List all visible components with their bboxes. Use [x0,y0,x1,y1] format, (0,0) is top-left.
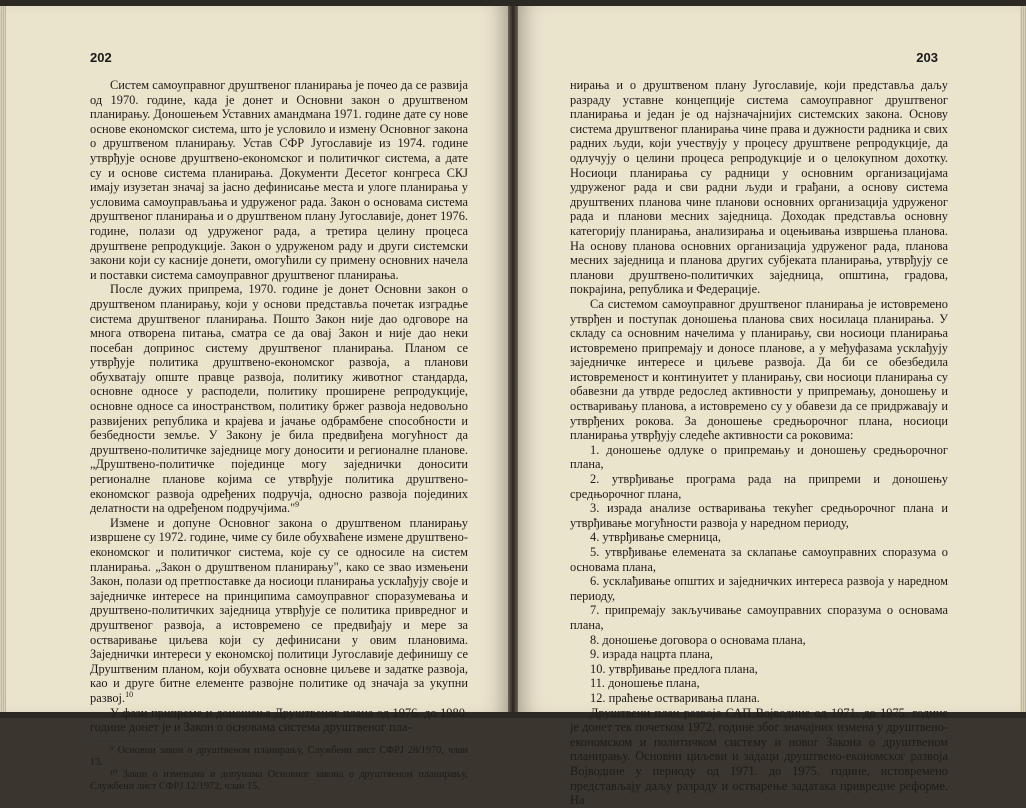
right-page [518,6,1020,808]
paragraph [90,282,468,516]
footnote-divider [90,741,240,742]
paragraph-text: Измене и допуне Основног закона о друштвеном планирању извршене су 1972. године, чиме су биле обухваћене измене друштвено-економског и политичког система, које су се односиле на систем планирања. „Закон о друштвеном планирању", како се звао измењени Закон, полази од претпоставке да носиоци планирања усклађују своје и заједничке интересе на принципима самоуправног споразумевања и друштвено-политичких заједница утврђује се политика привредног и друштвеног развоја, а истовремено се предвиђају и мере за остваривање циљева који су дефинисани у овим плановима. Заједнички интереси у економској политици Југославије дефинишу се Друштвеним планом, који обухвата основне циљеве и задатке развоја, као и друге битне елементе развојне политике од значаја за укупни развој. [90,515,468,705]
list-item: 9. израда нацрта плана, [590,647,714,662]
book-gutter [508,6,518,712]
left-page-text [90,78,468,793]
list-item: 8. доношење договора о основама плана, [590,632,806,647]
list-item: 6. усклађивање општих и заједничких интереса развоја у наредном периоду, [570,574,948,603]
paragraph: Систем самоуправног друштвеног планирања је почео да се развија од 1970. године, када је донет и Основни закон о друштвеном планирању. Доношењем Уставних амандмана 1971. године дате су нове основе економског система, што је условило и измену Основног закона о друштвеном планирању. Устав СФР Југославије из 1974. године утврђује основе друштвено-економског и политичког система, а дате су и основе система планирања. Документи Десетог конгреса СКЈ имају изузетан значај за јасно дефинисање места и улоге планирања у условима самоуправљања и удруженог рада. Закон о основама система друштвеног планирања и о друштвеном плану Југославије, донет 1976. године, полази од удруженог рада, а третира целину процеса друштвене репродукције. Закон о удруженом раду и други системски закони који су касније донети, омогућили су примену основних начела и поставки система самоуправног друштвеног планирања. [90,78,468,282]
footnote-ref: 9 [295,500,300,510]
footnote-ref: 10 [125,689,134,699]
list-item: 11. доношење плана, [590,676,700,691]
paragraph: Са системом самоуправног друштвеног планирања је истовремено утврђен и поступак доношења планова свих носилаца планирања. У складу са основним начелима у планирању, сви носиоци планирања истовремено припремају и доносе планове, а у међуфазама усклађују заједничке интересе и циљеве развоја. Да би се обезбедила истовременост и континуитет у планирању, сви носиоци планирања су обавезни да утврде редослед активности у припремању, доношењу и остваривању планова, а истовремено су у обавези да се придржавају и утврђених рокова. За доношење средњорочног плана, носиоци планирања утврђују следеће активности са роковима: [570,296,948,443]
page-number: 202 [90,50,112,65]
list-item: 5. утврђивање елемената за склапање самоуправних споразума о основама плана, [570,545,948,574]
list-item: 12. праћење остваривања плана. [590,690,760,705]
footnote: ⁹ Основни закон о друштвеном планирању, Службени лист СФРЈ 28/1970, члан 13. [90,744,468,768]
paragraph-text: После дужих припрема, 1970. године је донет Основни закон о друштвеном планирању, који у основи представља почетак изградње система друштвеног планирања. Пошто Закон није дао одговоре на многа отворена питања, сматра се да овај Закон и није дао неки посебан допринос систему друштвеног планирања. Планом се утврђује политика друштвено-економског развоја, а планови обухватају опште правце развоја, политику животног стандарда, основне односе у расподели, политику проширене репродукције, основне односе са иностранством, политику бржег развоја недовољно развијених република и крајева и јачање одбрамбене способности и безбедности земље. У Закону је била предвиђена могућност да друштвено-политичке заједнице могу доносити и регионалне планове. „Друштвено-политичке појединце могу заједнички доносити регионалне планове којима се утврђује политика друштвено-економског развоја одређених подручја, односно развоја појединих делатности на одређеном подручјима." [90,282,468,516]
list-item: 3. израда анализе остваривања текућег средњорочног плана и утврђивање могућности развоја у наредном периоду, [570,501,948,530]
paragraph [90,516,468,706]
paragraph: У фази припреме и доношења Друштвеног плана од 1976. до 1980. године донет је и Закон о основама система друштвеног пла- [90,705,468,735]
right-page-text [570,78,948,808]
list-item: 7. припремају закључивање самоуправних споразума о основама плана, [570,603,948,632]
paragraph: нирања и о друштвеном плану Југославије, који представља даљу разраду уставне концепције система самоуправног друштвеног планирања и један је од најзначајнијих системских закона. Основу система друштвеног планирања чине права и дужности радника и свих радних људи, који учествују у процесу друштвене репродукције, да одлучују о целини процеса репродукције и о целокупном дохотку. Носиоци планирања су радници у основним организацијама удруженог рада и сви радни људи и грађани, а основу система друштвених планова чине планови основних организација удруженог рада и планови месних заједница. Доходак представља основну категорију планирања, анализирања и оцењивања извршења планова. На основу планова основних организација удруженог рада, планова месних заједница и планова других субјеката планирања, утврђују се планови друштвено-политичких заједница, општина, градова, покрајина, република и Федерације. [570,78,948,297]
footnote: ¹⁰ Закон о изменама и допунама Основног закона о друштвеном планирању, Службени лист СФРЈ 12/1972, члан 15. [90,768,468,792]
left-page [6,6,508,792]
list-item: 10. утврђивање предлога плана, [590,661,758,676]
list-item: 2. утврђивање програма рада на припреми и доношењу средњорочног плана, [570,472,948,501]
page-edge-right [1020,6,1026,712]
list-item: 4. утврђивање смерница, [590,530,721,545]
paragraph: Друштвени план развоја САП Војводине од 1971. до 1975. године је донет тек почетком 1972. године због значајних измена у друштвено-економском и политичком систему и новог Закона о друштвеном планирању. Основни циљеви и задаци друштвено-економског развоја Војводине у периоду од 1971. до 1975. године, истовремено представљају даљу разраду и остварење задатака привредне реформе. На [570,705,948,808]
page-number: 203 [916,50,938,65]
list-item: 1. доношење одлуке о припремању и доношењу средњорочног плана, [570,442,948,472]
